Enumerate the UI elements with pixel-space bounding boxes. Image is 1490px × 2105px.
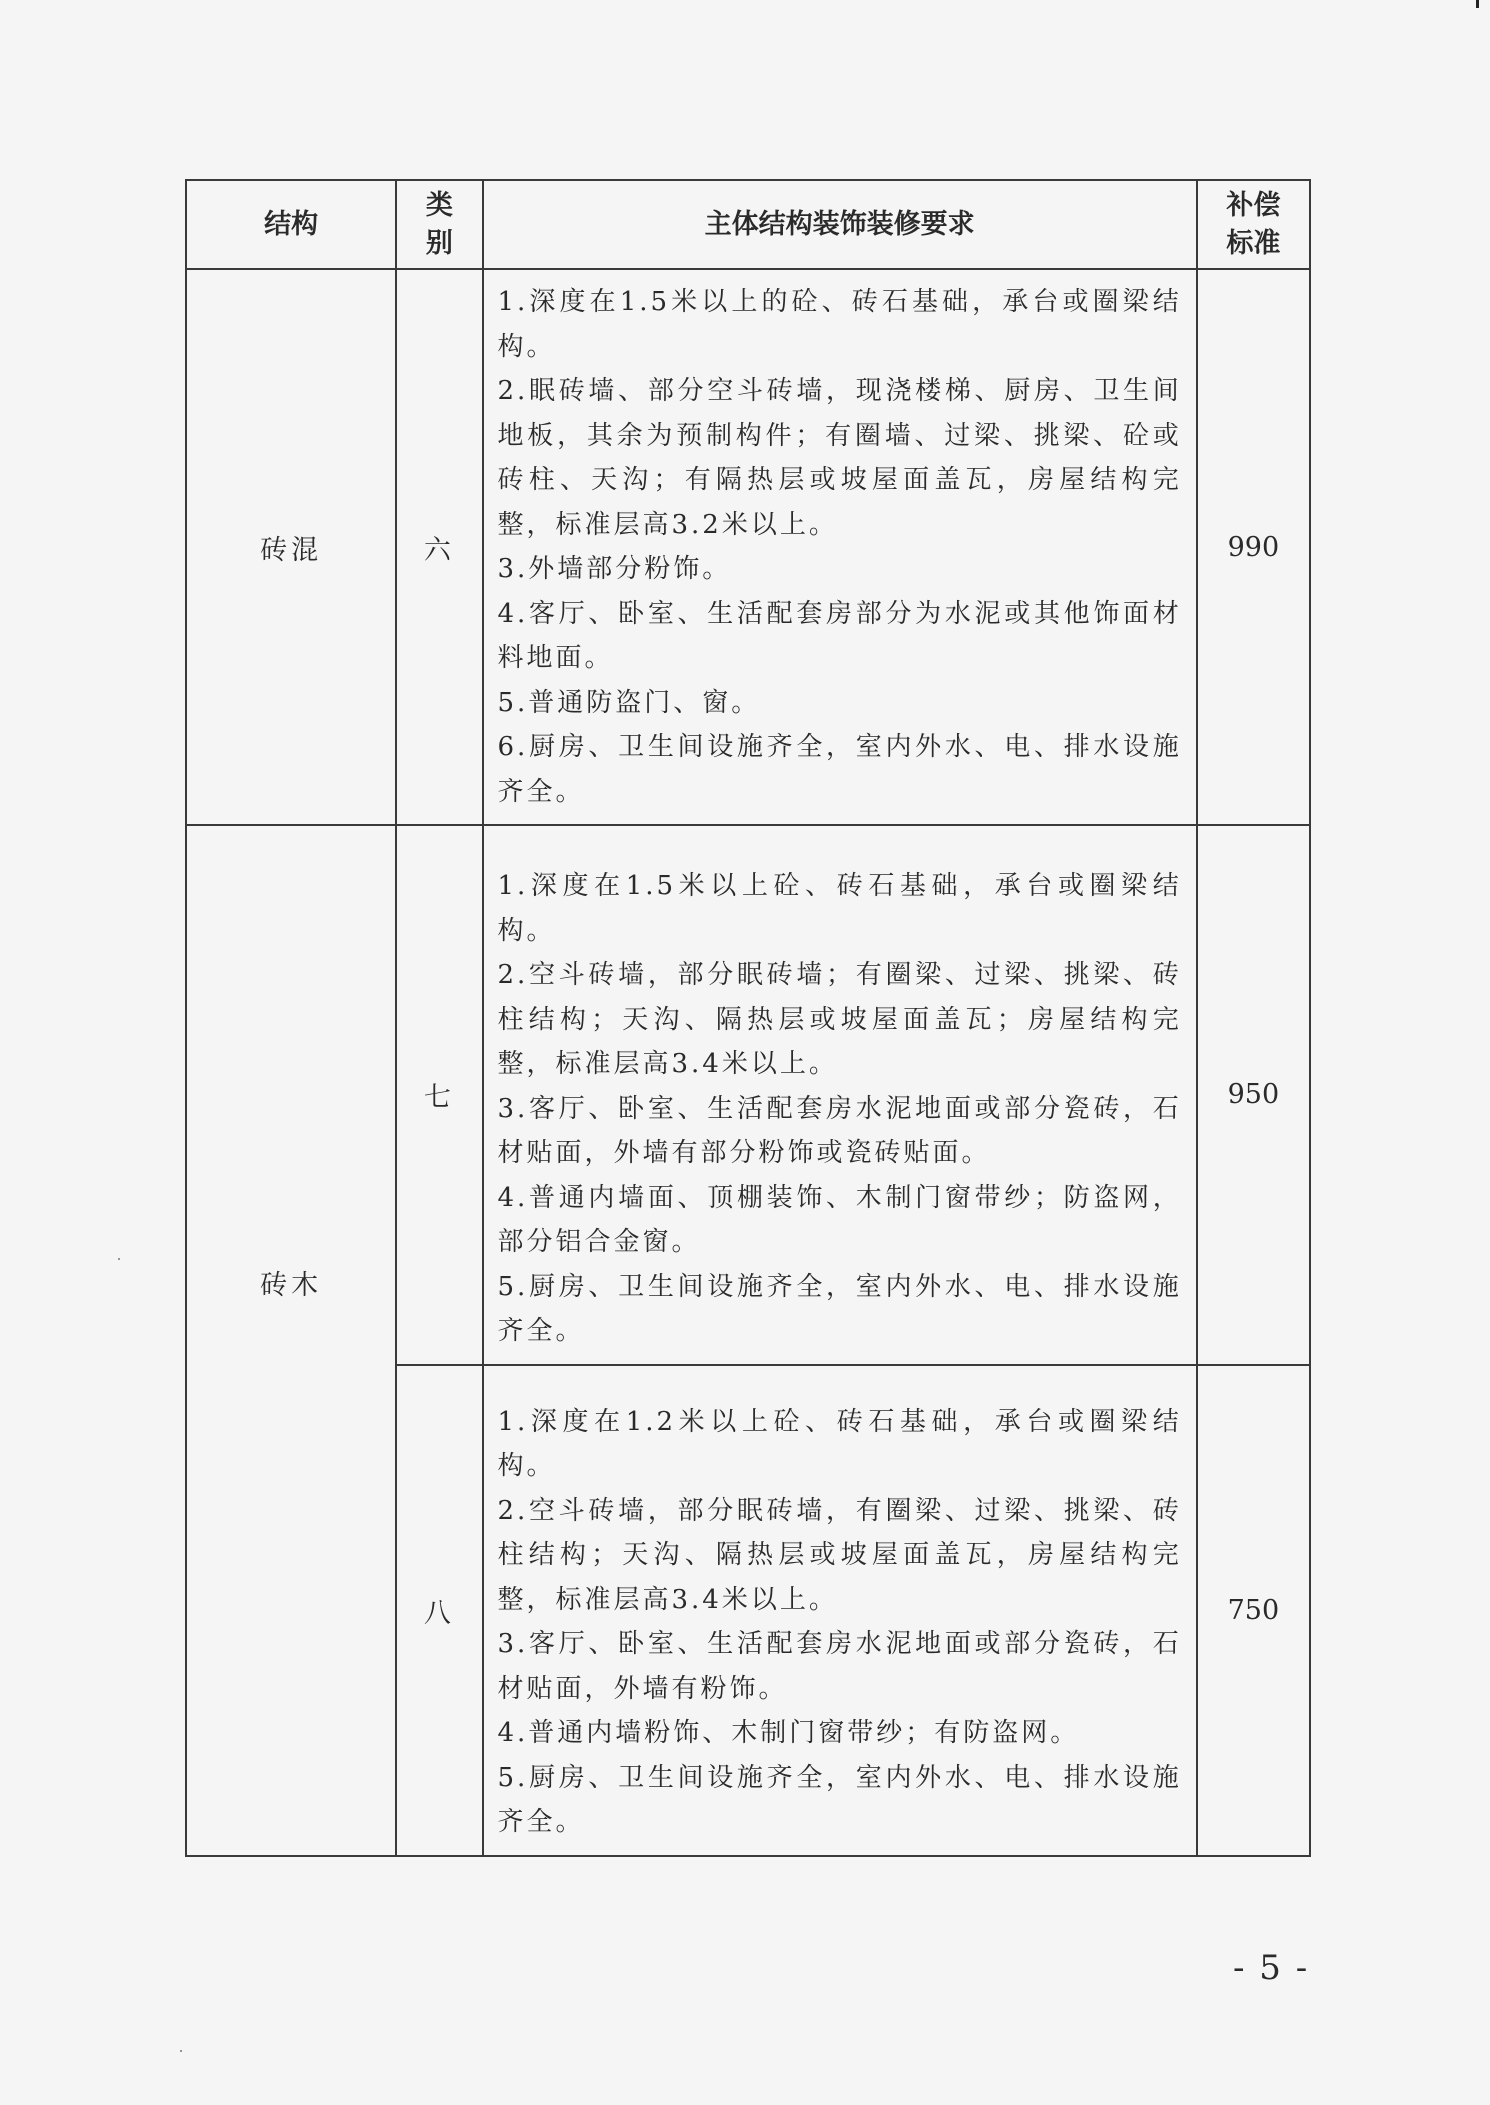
- table-row: [186, 269, 1310, 825]
- category-cell: 七: [396, 825, 482, 1365]
- header-standard: [1197, 180, 1310, 269]
- requirement-item: 3.客厅、卧室、生活配套房水泥地面或部分瓷砖，石材贴面，外墙有粉饰。: [497, 1629, 1182, 1704]
- requirement-item: 4.普通内墙面、顶棚装饰、木制门窗带纱；防盗网，部分铝合金窗。: [497, 1182, 1182, 1257]
- requirement-item: 4.客厅、卧室、生活配套房部分为水泥或其他饰面材料地面。: [497, 598, 1182, 673]
- requirement-item: 3.外墙部分粉饰。: [497, 554, 732, 584]
- category-cell: 六: [396, 269, 482, 825]
- requirements-cell: [483, 269, 1197, 825]
- requirement-item: 1.深度在1.5米以上的砼、砖石基础，承台或圈梁结构。: [497, 287, 1182, 362]
- header-category: [396, 180, 482, 269]
- standard-cell: 750: [1197, 1365, 1310, 1856]
- scan-speck: [118, 1258, 120, 1260]
- compensation-table: [185, 179, 1311, 1857]
- requirement-item: 2.空斗砖墙，部分眠砖墙，有圈梁、过梁、挑梁、砖柱结构；天沟、隔热层或坡屋面盖瓦，房屋结构完整，标准层高3.4米以上。: [497, 1495, 1182, 1615]
- table-row: [186, 825, 1310, 1365]
- page-number: - 5 -: [1233, 1948, 1310, 1988]
- requirement-item: 5.普通防盗门、窗。: [497, 687, 761, 718]
- category-cell: 八: [396, 1365, 482, 1856]
- header-category-text: 类别: [425, 189, 453, 259]
- requirement-item: 6.厨房、卫生间设施齐全，室内外水、电、排水设施齐全。: [497, 732, 1182, 807]
- scan-speck: [180, 2050, 182, 2052]
- table-header-row: [186, 180, 1310, 269]
- structure-cell: [186, 825, 396, 1856]
- requirement-item: 2.空斗砖墙，部分眠砖墙；有圈梁、过梁、挑梁、砖柱结构；天沟、隔热层或坡屋面盖瓦；房屋结构完整，标准层高3.4米以上。: [497, 960, 1182, 1079]
- scan-edge-mark: [1476, 0, 1479, 8]
- standard-cell: 950: [1197, 825, 1310, 1365]
- structure-label: 砖木: [260, 1270, 323, 1301]
- header-requirements: 主体结构装饰装修要求: [483, 180, 1197, 269]
- requirement-item: 5.厨房、卫生间设施齐全，室内外水、电、排水设施齐全。: [497, 1762, 1182, 1837]
- standard-cell: 990: [1197, 269, 1310, 825]
- requirement-item: 1.深度在1.2米以上砼、砖石基础，承台或圈梁结构。: [497, 1406, 1182, 1481]
- requirement-item: 4.普通内墙粉饰、木制门窗带纱；有防盗网。: [497, 1718, 1080, 1748]
- structure-cell: 砖混: [186, 269, 396, 825]
- requirement-item: 2.眠砖墙、部分空斗砖墙，现浇楼梯、厨房、卫生间地板，其余为预制构件；有圈墙、过梁、挑梁、砼或砖柱、天沟；有隔热层或坡屋面盖瓦，房屋结构完整，标准层高3.2米以上。: [497, 376, 1182, 540]
- header-standard-text: 补偿标准: [1226, 189, 1281, 259]
- requirements-cell: [483, 825, 1197, 1365]
- requirement-item: 1.深度在1.5米以上砼、砖石基础，承台或圈梁结构。: [497, 871, 1182, 946]
- requirement-item: 3.客厅、卧室、生活配套房水泥地面或部分瓷砖，石材贴面，外墙有部分粉饰或瓷砖贴面。: [497, 1093, 1182, 1168]
- requirements-cell: [483, 1365, 1197, 1856]
- header-structure: 结构: [186, 180, 396, 269]
- requirement-item: 5.厨房、卫生间设施齐全，室内外水、电、排水设施齐全。: [497, 1271, 1182, 1346]
